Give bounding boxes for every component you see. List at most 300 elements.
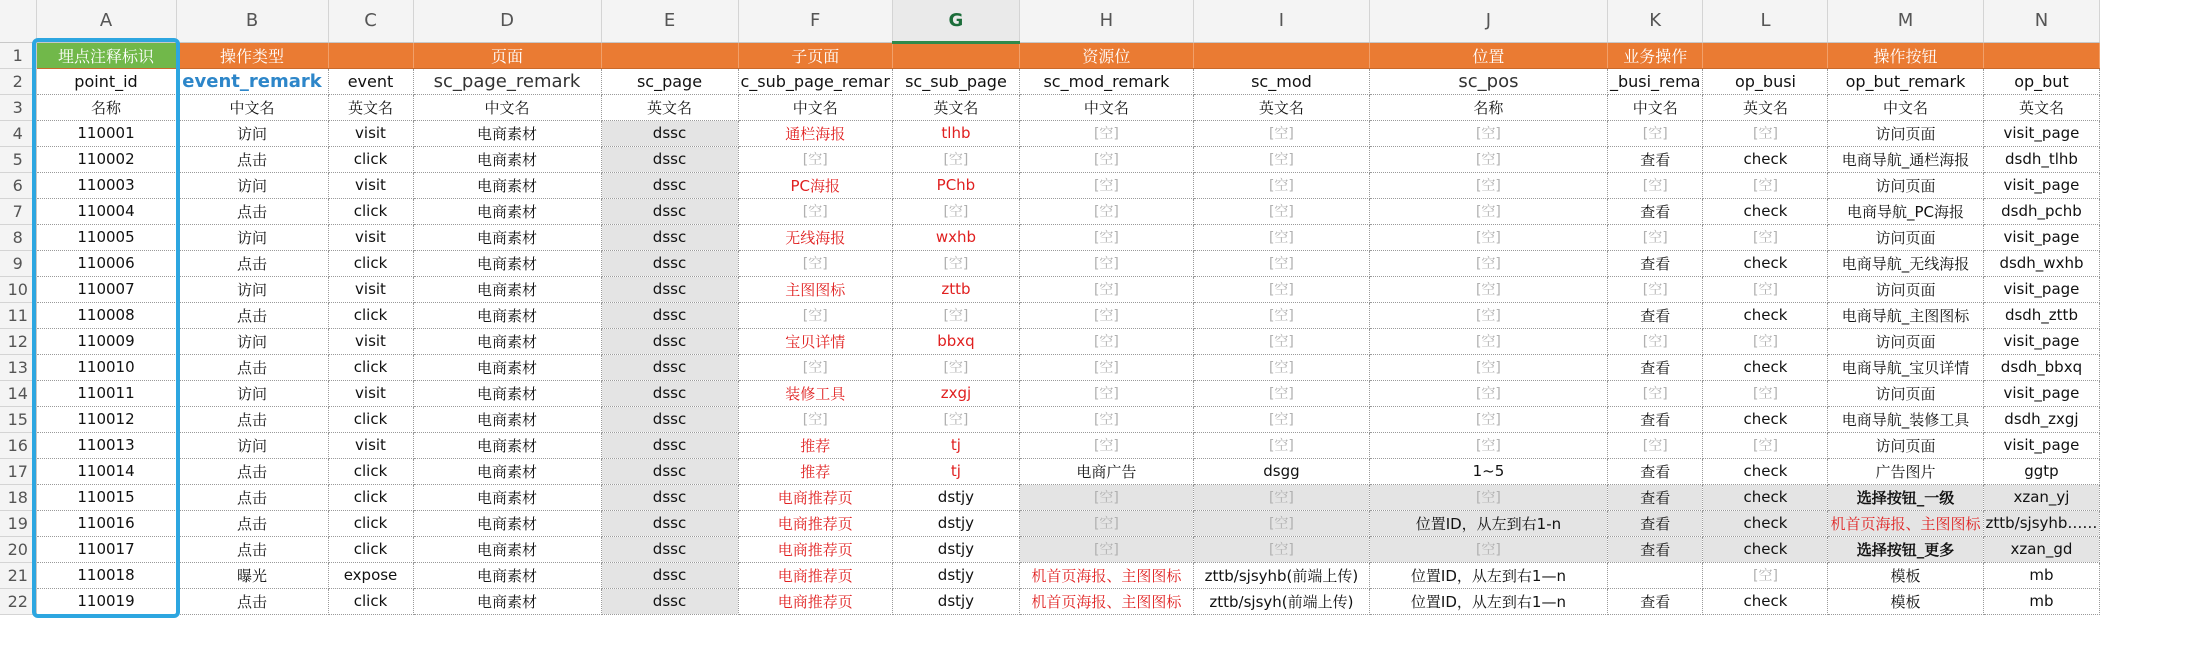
cell-a6[interactable]: 110003 [36, 172, 176, 198]
cell-j3[interactable]: 名称 [1369, 94, 1607, 120]
cell-n4[interactable]: visit_page [1983, 120, 2100, 146]
cell-h20[interactable]: [空] [1019, 536, 1193, 562]
row-header[interactable]: 2 [0, 68, 36, 94]
cell-d20[interactable]: 电商素材 [413, 536, 601, 562]
cell-i3[interactable]: 英文名 [1193, 94, 1369, 120]
cell-n9[interactable]: dsdh_wxhb [1983, 250, 2100, 276]
column-header-d[interactable]: D [413, 0, 601, 42]
row-header[interactable]: 11 [0, 302, 36, 328]
cell-k22[interactable]: 查看 [1607, 588, 1703, 614]
cell-f2[interactable]: c_sub_page_remar [738, 68, 892, 94]
cell-n19[interactable]: zttb/sjsyhb…… [1983, 510, 2100, 536]
cell-j9[interactable]: [空] [1369, 250, 1607, 276]
column-header-l[interactable]: L [1703, 0, 1828, 42]
cell-d10[interactable]: 电商素材 [413, 276, 601, 302]
cell-d13[interactable]: 电商素材 [413, 354, 601, 380]
cell-b20[interactable]: 点击 [176, 536, 328, 562]
cell-g18[interactable]: dstjy [892, 484, 1019, 510]
cell-g5[interactable]: [空] [892, 146, 1019, 172]
cell-e14[interactable]: dssc [601, 380, 738, 406]
cell-k9[interactable]: 查看 [1607, 250, 1703, 276]
cell-e17[interactable]: dssc [601, 458, 738, 484]
cell-j20[interactable]: [空] [1369, 536, 1607, 562]
cell-m16[interactable]: 访问页面 [1828, 432, 1983, 458]
cell-k20[interactable]: 查看 [1607, 536, 1703, 562]
row-header[interactable]: 3 [0, 94, 36, 120]
cell-f9[interactable]: [空] [738, 250, 892, 276]
cell-d6[interactable]: 电商素材 [413, 172, 601, 198]
cell-j8[interactable]: [空] [1369, 224, 1607, 250]
cell-e4[interactable]: dssc [601, 120, 738, 146]
column-header-a[interactable]: A [36, 0, 176, 42]
cell-b9[interactable]: 点击 [176, 250, 328, 276]
cell-m3[interactable]: 中文名 [1828, 94, 1983, 120]
cell-l17[interactable]: check [1703, 458, 1828, 484]
cell-k5[interactable]: 查看 [1607, 146, 1703, 172]
cell-i11[interactable]: [空] [1193, 302, 1369, 328]
cell-a12[interactable]: 110009 [36, 328, 176, 354]
cell-b6[interactable]: 访问 [176, 172, 328, 198]
cell-h18[interactable]: [空] [1019, 484, 1193, 510]
cell-n3[interactable]: 英文名 [1983, 94, 2100, 120]
cell-l19[interactable]: check [1703, 510, 1828, 536]
cell-c21[interactable]: expose [328, 562, 413, 588]
cell-l7[interactable]: check [1703, 198, 1828, 224]
cell-m22[interactable]: 模板 [1828, 588, 1983, 614]
cell-b7[interactable]: 点击 [176, 198, 328, 224]
cell-e18[interactable]: dssc [601, 484, 738, 510]
cell-j15[interactable]: [空] [1369, 406, 1607, 432]
cell-f4[interactable]: 通栏海报 [738, 120, 892, 146]
cell-g7[interactable]: [空] [892, 198, 1019, 224]
cell-a10[interactable]: 110007 [36, 276, 176, 302]
cell-b17[interactable]: 点击 [176, 458, 328, 484]
cell-n11[interactable]: dsdh_zttb [1983, 302, 2100, 328]
cell-l1[interactable] [1703, 42, 1828, 68]
cell-k1[interactable]: 业务操作 [1607, 42, 1703, 68]
cell-l22[interactable]: check [1703, 588, 1828, 614]
cell-i18[interactable]: [空] [1193, 484, 1369, 510]
cell-b4[interactable]: 访问 [176, 120, 328, 146]
cell-f16[interactable]: 推荐 [738, 432, 892, 458]
cell-n1[interactable] [1983, 42, 2100, 68]
cell-n15[interactable]: dsdh_zxgj [1983, 406, 2100, 432]
row-header[interactable]: 6 [0, 172, 36, 198]
row-header[interactable]: 15 [0, 406, 36, 432]
cell-h4[interactable]: [空] [1019, 120, 1193, 146]
cell-g6[interactable]: PChb [892, 172, 1019, 198]
cell-e5[interactable]: dssc [601, 146, 738, 172]
cell-l9[interactable]: check [1703, 250, 1828, 276]
cell-a7[interactable]: 110004 [36, 198, 176, 224]
cell-b12[interactable]: 访问 [176, 328, 328, 354]
cell-g4[interactable]: tlhb [892, 120, 1019, 146]
row-header[interactable]: 17 [0, 458, 36, 484]
cell-n7[interactable]: dsdh_pchb [1983, 198, 2100, 224]
column-header-b[interactable]: B [176, 0, 328, 42]
cell-k18[interactable]: 查看 [1607, 484, 1703, 510]
cell-k7[interactable]: 查看 [1607, 198, 1703, 224]
cell-a1[interactable]: 埋点注释标识 [36, 42, 176, 68]
cell-c1[interactable] [328, 42, 413, 68]
cell-e9[interactable]: dssc [601, 250, 738, 276]
cell-j22[interactable]: 位置ID，从左到右1—n [1369, 588, 1607, 614]
row-header[interactable]: 21 [0, 562, 36, 588]
cell-m2[interactable]: op_but_remark [1828, 68, 1983, 94]
cell-j1[interactable]: 位置 [1369, 42, 1607, 68]
cell-n6[interactable]: visit_page [1983, 172, 2100, 198]
cell-b19[interactable]: 点击 [176, 510, 328, 536]
cell-d2[interactable]: sc_page_remark [413, 68, 601, 94]
cell-n10[interactable]: visit_page [1983, 276, 2100, 302]
cell-l3[interactable]: 英文名 [1703, 94, 1828, 120]
column-header-c[interactable]: C [328, 0, 413, 42]
row-header[interactable]: 4 [0, 120, 36, 146]
cell-c9[interactable]: click [328, 250, 413, 276]
cell-e11[interactable]: dssc [601, 302, 738, 328]
cell-k8[interactable]: [空] [1607, 224, 1703, 250]
cell-b14[interactable]: 访问 [176, 380, 328, 406]
cell-a4[interactable]: 110001 [36, 120, 176, 146]
cell-l2[interactable]: op_busi [1703, 68, 1828, 94]
row-header[interactable]: 9 [0, 250, 36, 276]
cell-a2[interactable]: point_id [36, 68, 176, 94]
cell-m5[interactable]: 电商导航_通栏海报 [1828, 146, 1983, 172]
cell-l4[interactable]: [空] [1703, 120, 1828, 146]
cell-g10[interactable]: zttb [892, 276, 1019, 302]
column-header-f[interactable]: F [738, 0, 892, 42]
cell-i13[interactable]: [空] [1193, 354, 1369, 380]
cell-k19[interactable]: 查看 [1607, 510, 1703, 536]
cell-f15[interactable]: [空] [738, 406, 892, 432]
cell-j11[interactable]: [空] [1369, 302, 1607, 328]
cell-c18[interactable]: click [328, 484, 413, 510]
cell-j5[interactable]: [空] [1369, 146, 1607, 172]
cell-h14[interactable]: [空] [1019, 380, 1193, 406]
cell-j2[interactable]: sc_pos [1369, 68, 1607, 94]
cell-f5[interactable]: [空] [738, 146, 892, 172]
cell-k14[interactable]: [空] [1607, 380, 1703, 406]
cell-b2[interactable]: event_remark [176, 68, 328, 94]
cell-e19[interactable]: dssc [601, 510, 738, 536]
cell-c4[interactable]: visit [328, 120, 413, 146]
cell-d22[interactable]: 电商素材 [413, 588, 601, 614]
cell-i2[interactable]: sc_mod [1193, 68, 1369, 94]
cell-f13[interactable]: [空] [738, 354, 892, 380]
cell-e21[interactable]: dssc [601, 562, 738, 588]
column-header-h[interactable]: H [1019, 0, 1193, 42]
cell-c16[interactable]: visit [328, 432, 413, 458]
cell-m18[interactable]: 选择按钮_一级 [1828, 484, 1983, 510]
cell-c7[interactable]: click [328, 198, 413, 224]
row-header[interactable]: 10 [0, 276, 36, 302]
cell-d18[interactable]: 电商素材 [413, 484, 601, 510]
cell-h6[interactable]: [空] [1019, 172, 1193, 198]
row-header[interactable]: 20 [0, 536, 36, 562]
cell-a5[interactable]: 110002 [36, 146, 176, 172]
cell-h11[interactable]: [空] [1019, 302, 1193, 328]
cell-j17[interactable]: 1~5 [1369, 458, 1607, 484]
cell-d15[interactable]: 电商素材 [413, 406, 601, 432]
row-header[interactable]: 22 [0, 588, 36, 614]
cell-f21[interactable]: 电商推荐页 [738, 562, 892, 588]
cell-d19[interactable]: 电商素材 [413, 510, 601, 536]
cell-e6[interactable]: dssc [601, 172, 738, 198]
row-header[interactable]: 19 [0, 510, 36, 536]
cell-b16[interactable]: 访问 [176, 432, 328, 458]
cell-d17[interactable]: 电商素材 [413, 458, 601, 484]
cell-d12[interactable]: 电商素材 [413, 328, 601, 354]
cell-c11[interactable]: click [328, 302, 413, 328]
cell-n16[interactable]: visit_page [1983, 432, 2100, 458]
cell-l21[interactable]: [空] [1703, 562, 1828, 588]
cell-a15[interactable]: 110012 [36, 406, 176, 432]
column-header-n[interactable]: N [1983, 0, 2100, 42]
cell-j7[interactable]: [空] [1369, 198, 1607, 224]
cell-j21[interactable]: 位置ID，从左到右1—n [1369, 562, 1607, 588]
cell-k15[interactable]: 查看 [1607, 406, 1703, 432]
cell-d7[interactable]: 电商素材 [413, 198, 601, 224]
cell-c19[interactable]: click [328, 510, 413, 536]
cell-j13[interactable]: [空] [1369, 354, 1607, 380]
cell-h21[interactable]: 机首页海报、主图图标 [1019, 562, 1193, 588]
cell-m14[interactable]: 访问页面 [1828, 380, 1983, 406]
cell-a9[interactable]: 110006 [36, 250, 176, 276]
cell-h8[interactable]: [空] [1019, 224, 1193, 250]
cell-a11[interactable]: 110008 [36, 302, 176, 328]
cell-g16[interactable]: tj [892, 432, 1019, 458]
cell-g22[interactable]: dstjy [892, 588, 1019, 614]
cell-i15[interactable]: [空] [1193, 406, 1369, 432]
cell-b21[interactable]: 曝光 [176, 562, 328, 588]
cell-j16[interactable]: [空] [1369, 432, 1607, 458]
cell-e10[interactable]: dssc [601, 276, 738, 302]
cell-b3[interactable]: 中文名 [176, 94, 328, 120]
cell-d21[interactable]: 电商素材 [413, 562, 601, 588]
cell-b15[interactable]: 点击 [176, 406, 328, 432]
cell-b13[interactable]: 点击 [176, 354, 328, 380]
cell-c2[interactable]: event [328, 68, 413, 94]
cell-h12[interactable]: [空] [1019, 328, 1193, 354]
cell-g11[interactable]: [空] [892, 302, 1019, 328]
cell-i16[interactable]: [空] [1193, 432, 1369, 458]
cell-h2[interactable]: sc_mod_remark [1019, 68, 1193, 94]
cell-e20[interactable]: dssc [601, 536, 738, 562]
cell-a3[interactable]: 名称 [36, 94, 176, 120]
cell-a16[interactable]: 110013 [36, 432, 176, 458]
cell-k16[interactable]: [空] [1607, 432, 1703, 458]
cell-i5[interactable]: [空] [1193, 146, 1369, 172]
cell-d9[interactable]: 电商素材 [413, 250, 601, 276]
cell-g12[interactable]: bbxq [892, 328, 1019, 354]
cell-d11[interactable]: 电商素材 [413, 302, 601, 328]
cell-k6[interactable]: [空] [1607, 172, 1703, 198]
cell-h9[interactable]: [空] [1019, 250, 1193, 276]
cell-c12[interactable]: visit [328, 328, 413, 354]
cell-g1[interactable] [892, 42, 1019, 68]
cell-h10[interactable]: [空] [1019, 276, 1193, 302]
cell-h19[interactable]: [空] [1019, 510, 1193, 536]
cell-b22[interactable]: 点击 [176, 588, 328, 614]
cell-c8[interactable]: visit [328, 224, 413, 250]
cell-k13[interactable]: 查看 [1607, 354, 1703, 380]
cell-f18[interactable]: 电商推荐页 [738, 484, 892, 510]
cell-l14[interactable]: [空] [1703, 380, 1828, 406]
cell-k10[interactable]: [空] [1607, 276, 1703, 302]
row-header[interactable]: 1 [0, 42, 36, 68]
cell-a20[interactable]: 110017 [36, 536, 176, 562]
cell-b18[interactable]: 点击 [176, 484, 328, 510]
cell-l13[interactable]: check [1703, 354, 1828, 380]
cell-l10[interactable]: [空] [1703, 276, 1828, 302]
row-header[interactable]: 14 [0, 380, 36, 406]
cell-i12[interactable]: [空] [1193, 328, 1369, 354]
cell-i6[interactable]: [空] [1193, 172, 1369, 198]
cell-h5[interactable]: [空] [1019, 146, 1193, 172]
select-all-corner[interactable] [0, 0, 36, 42]
column-header-e[interactable]: E [601, 0, 738, 42]
cell-h15[interactable]: [空] [1019, 406, 1193, 432]
cell-i9[interactable]: [空] [1193, 250, 1369, 276]
cell-a13[interactable]: 110010 [36, 354, 176, 380]
cell-j14[interactable]: [空] [1369, 380, 1607, 406]
cell-i22[interactable]: zttb/sjsyh(前端上传) [1193, 588, 1369, 614]
cell-a18[interactable]: 110015 [36, 484, 176, 510]
cell-l15[interactable]: check [1703, 406, 1828, 432]
cell-j4[interactable]: [空] [1369, 120, 1607, 146]
cell-b5[interactable]: 点击 [176, 146, 328, 172]
cell-a17[interactable]: 110014 [36, 458, 176, 484]
cell-m11[interactable]: 电商导航_主图图标 [1828, 302, 1983, 328]
cell-a22[interactable]: 110019 [36, 588, 176, 614]
cell-l12[interactable]: [空] [1703, 328, 1828, 354]
cell-g9[interactable]: [空] [892, 250, 1019, 276]
cell-n5[interactable]: dsdh_tlhb [1983, 146, 2100, 172]
cell-i20[interactable]: [空] [1193, 536, 1369, 562]
cell-j19[interactable]: 位置ID，从左到右1-n [1369, 510, 1607, 536]
cell-m20[interactable]: 选择按钮_更多 [1828, 536, 1983, 562]
column-header-i[interactable]: I [1193, 0, 1369, 42]
cell-c22[interactable]: click [328, 588, 413, 614]
cell-f3[interactable]: 中文名 [738, 94, 892, 120]
cell-f11[interactable]: [空] [738, 302, 892, 328]
row-header[interactable]: 12 [0, 328, 36, 354]
cell-a8[interactable]: 110005 [36, 224, 176, 250]
cell-b1[interactable]: 操作类型 [176, 42, 328, 68]
column-header-g[interactable]: G [892, 0, 1019, 42]
cell-f8[interactable]: 无线海报 [738, 224, 892, 250]
cell-g14[interactable]: zxgj [892, 380, 1019, 406]
cell-a21[interactable]: 110018 [36, 562, 176, 588]
cell-f6[interactable]: PC海报 [738, 172, 892, 198]
cell-n13[interactable]: dsdh_bbxq [1983, 354, 2100, 380]
cell-f12[interactable]: 宝贝详情 [738, 328, 892, 354]
cell-d1[interactable]: 页面 [413, 42, 601, 68]
cell-k12[interactable]: [空] [1607, 328, 1703, 354]
cell-b8[interactable]: 访问 [176, 224, 328, 250]
cell-d14[interactable]: 电商素材 [413, 380, 601, 406]
cell-l20[interactable]: check [1703, 536, 1828, 562]
cell-l11[interactable]: check [1703, 302, 1828, 328]
cell-e1[interactable] [601, 42, 738, 68]
cell-m6[interactable]: 访问页面 [1828, 172, 1983, 198]
cell-c20[interactable]: click [328, 536, 413, 562]
cell-c14[interactable]: visit [328, 380, 413, 406]
cell-d8[interactable]: 电商素材 [413, 224, 601, 250]
cell-n17[interactable]: ggtp [1983, 458, 2100, 484]
cell-i19[interactable]: [空] [1193, 510, 1369, 536]
cell-m4[interactable]: 访问页面 [1828, 120, 1983, 146]
cell-m19[interactable]: 机首页海报、主图图标 [1828, 510, 1983, 536]
column-header-j[interactable]: J [1369, 0, 1607, 42]
cell-h3[interactable]: 中文名 [1019, 94, 1193, 120]
cell-h13[interactable]: [空] [1019, 354, 1193, 380]
cell-e8[interactable]: dssc [601, 224, 738, 250]
cell-e7[interactable]: dssc [601, 198, 738, 224]
column-header-k[interactable]: K [1607, 0, 1703, 42]
cell-g20[interactable]: dstjy [892, 536, 1019, 562]
cell-g15[interactable]: [空] [892, 406, 1019, 432]
cell-j6[interactable]: [空] [1369, 172, 1607, 198]
cell-k17[interactable]: 查看 [1607, 458, 1703, 484]
cell-f22[interactable]: 电商推荐页 [738, 588, 892, 614]
cell-l8[interactable]: [空] [1703, 224, 1828, 250]
cell-n21[interactable]: mb [1983, 562, 2100, 588]
cell-g17[interactable]: tj [892, 458, 1019, 484]
cell-m10[interactable]: 访问页面 [1828, 276, 1983, 302]
cell-k11[interactable]: 查看 [1607, 302, 1703, 328]
cell-k3[interactable]: 中文名 [1607, 94, 1703, 120]
cell-l18[interactable]: check [1703, 484, 1828, 510]
cell-n12[interactable]: visit_page [1983, 328, 2100, 354]
cell-g19[interactable]: dstjy [892, 510, 1019, 536]
cell-i1[interactable] [1193, 42, 1369, 68]
cell-c15[interactable]: click [328, 406, 413, 432]
cell-i17[interactable]: dsgg [1193, 458, 1369, 484]
cell-g21[interactable]: dstjy [892, 562, 1019, 588]
cell-d16[interactable]: 电商素材 [413, 432, 601, 458]
cell-g8[interactable]: wxhb [892, 224, 1019, 250]
cell-k2[interactable]: _busi_rema [1607, 68, 1703, 94]
cell-c5[interactable]: click [328, 146, 413, 172]
cell-i21[interactable]: zttb/sjsyhb(前端上传) [1193, 562, 1369, 588]
cell-e12[interactable]: dssc [601, 328, 738, 354]
cell-e3[interactable]: 英文名 [601, 94, 738, 120]
cell-m8[interactable]: 访问页面 [1828, 224, 1983, 250]
cell-m21[interactable]: 模板 [1828, 562, 1983, 588]
cell-j10[interactable]: [空] [1369, 276, 1607, 302]
cell-c10[interactable]: visit [328, 276, 413, 302]
cell-i10[interactable]: [空] [1193, 276, 1369, 302]
cell-c17[interactable]: click [328, 458, 413, 484]
cell-d3[interactable]: 中文名 [413, 94, 601, 120]
cell-f1[interactable]: 子页面 [738, 42, 892, 68]
cell-m13[interactable]: 电商导航_宝贝详情 [1828, 354, 1983, 380]
row-header[interactable]: 13 [0, 354, 36, 380]
cell-i4[interactable]: [空] [1193, 120, 1369, 146]
cell-h7[interactable]: [空] [1019, 198, 1193, 224]
row-header[interactable]: 5 [0, 146, 36, 172]
cell-k4[interactable]: [空] [1607, 120, 1703, 146]
cell-a14[interactable]: 110011 [36, 380, 176, 406]
cell-b10[interactable]: 访问 [176, 276, 328, 302]
cell-h16[interactable]: [空] [1019, 432, 1193, 458]
cell-m15[interactable]: 电商导航_装修工具 [1828, 406, 1983, 432]
cell-n22[interactable]: mb [1983, 588, 2100, 614]
cell-f7[interactable]: [空] [738, 198, 892, 224]
cell-l6[interactable]: [空] [1703, 172, 1828, 198]
cell-f19[interactable]: 电商推荐页 [738, 510, 892, 536]
